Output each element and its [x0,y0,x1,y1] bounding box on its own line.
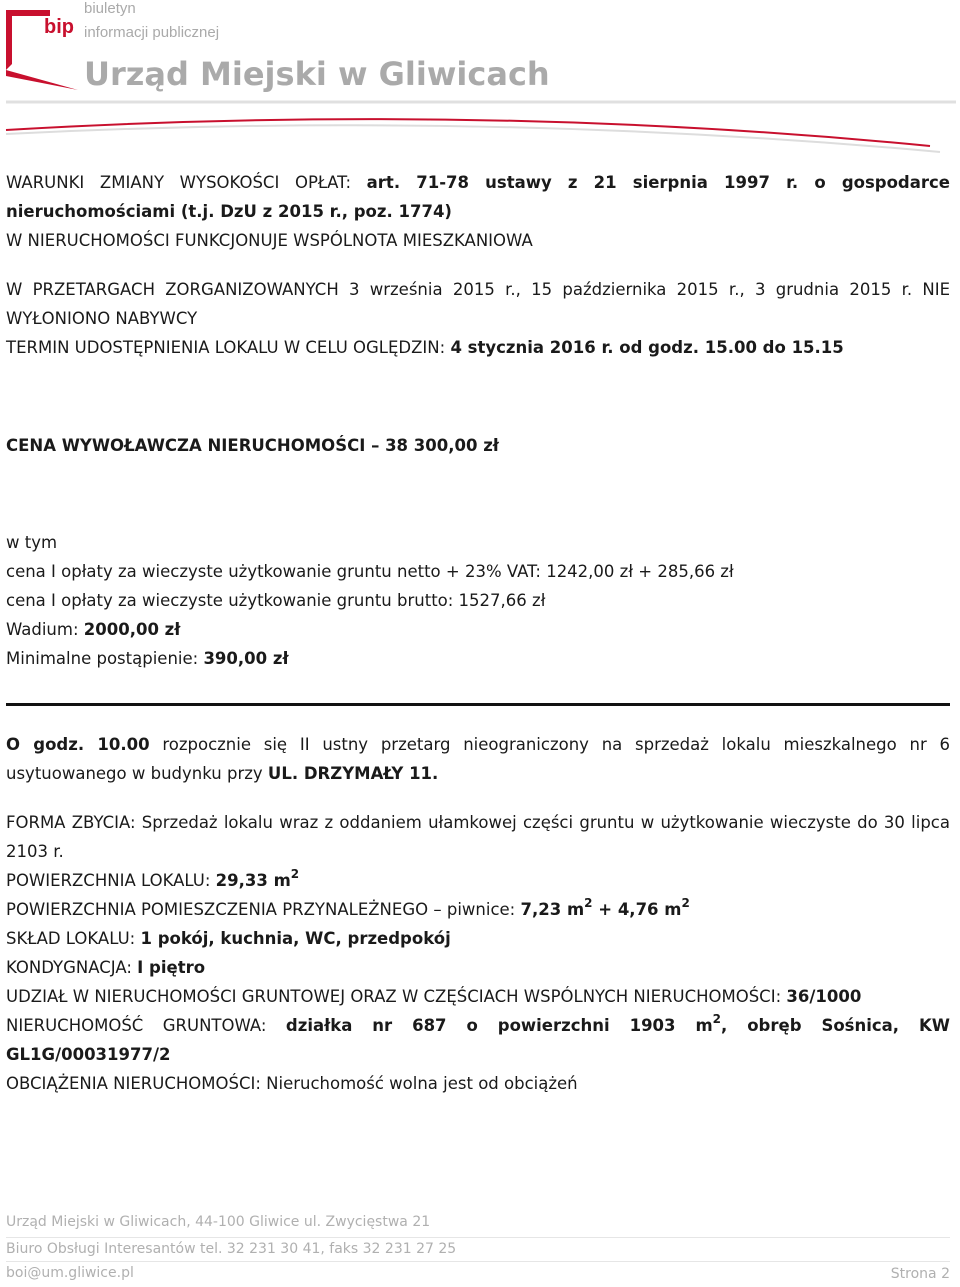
przetarg-info [6,730,950,788]
grunt-value-b: , obręb Sośnica, KW GL1G/00031977/2 [6,1016,950,1064]
kondygnacja [6,953,950,982]
bip-label-line2: informacji publicznej [84,24,220,41]
superscript-2: 2 [290,867,300,881]
forma-zbycia: FORMA ZBYCIA: Sprzedaż lokalu wraz z oddaniem ułamkowej części gruntu w użytkowanie wieczyste do 30 lipca 2103 r. [6,813,950,861]
przetargi-text: W PRZETARGACH ZORGANIZOWANYCH 3 września 2015 r., 15 października 2015 r., 3 grudnia 2015 r. NIE WYŁONIONO NABYWCY [6,280,950,328]
termin-label: TERMIN UDOSTĘPNIENIA LOKALU W CELU OGLĘDZIN: [6,338,446,357]
page-number: Strona 2 [890,1266,950,1282]
footer-address: Urząd Miejski w Gliwicach, 44-100 Gliwice ul. Zwycięstwa 21 [6,1214,431,1230]
cena-netto: cena I opłaty za wieczyste użytkowanie gruntu netto + 23% VAT: 1242,00 zł + 285,66 zł [6,562,734,581]
warunki-zmiany-oplat [6,168,950,226]
kondygnacja-value: I piętro [137,958,206,977]
obciazenia: OBCIĄŻENIA NIERUCHOMOŚCI: Nieruchomość wolna jest od obciążeń [6,1074,578,1093]
kondygnacja-label: KONDYGNACJA: [6,958,132,977]
sklad-lokalu [6,924,950,953]
section-divider [6,703,950,706]
grunt-value-a: działka nr 687 o powierzchni 1903 m [285,1016,713,1035]
nieruchomosc-gruntowa [6,1011,950,1069]
footer-bok: Biuro Obsługi Interesantów tel. 32 231 30 41, faks 32 231 27 25 [6,1241,457,1257]
godzina-rozpoczecia: O godz. 10.00 [6,735,150,754]
udzial-value: 36/1000 [786,987,862,1006]
bip-label-line1: biuletyn [84,0,136,17]
powierzchnia-pomieszczenia [6,895,950,924]
wspolnota-text: W NIERUCHOMOŚCI FUNKCJONUJE WSPÓLNOTA MIESZKANIOWA [6,231,533,250]
warunki-label: WARUNKI ZMIANY WYSOKOŚCI OPŁAT: [6,173,351,192]
powierzchnia-lokalu [6,866,950,895]
wadium-label: Wadium: [6,620,79,639]
header-swoosh [0,96,960,156]
termin-ogledzin [6,333,950,362]
minimalne-postapienie [6,644,950,673]
pow-lokalu-label: POWIERZCHNIA LOKALU: [6,871,211,890]
sklad-label: SKŁAD LOKALU: [6,929,136,948]
wadium [6,615,950,644]
grunt-label: NIERUCHOMOŚĆ GRUNTOWA: [6,1016,267,1035]
udzial [6,982,950,1011]
superscript-2: 2 [712,1012,722,1026]
adres-budynku: UL. DRZYMAŁY 11. [267,764,439,783]
cena-brutto: cena I opłaty za wieczyste użytkowanie gruntu brutto: 1527,66 zł [6,591,546,610]
warunki-value: art. 71-78 ustawy z 21 sierpnia 1997 r. o gospodarce nieruchomościami (t.j. DzU z 2015 r., poz. 1774) [6,173,950,221]
footer-email[interactable]: boi@um.gliwice.pl [6,1265,134,1281]
document-content [6,168,950,1098]
pow-pom-number-b: 4,76 m [617,900,682,919]
superscript-2: 2 [681,896,690,910]
pow-pom-plus: + [592,900,618,919]
svg-text:bip: bip [44,16,74,38]
pow-pom-number-a: 7,23 m [520,900,585,919]
wadium-value: 2000,00 zł [83,620,181,639]
cena-wywolawcza: CENA WYWOŁAWCZA NIERUCHOMOŚCI – 38 300,00 zł [6,436,499,455]
footer-divider [6,1261,950,1262]
footer-divider [6,1237,950,1238]
bip-logo [0,0,82,95]
w-tym-label: w tym [6,533,58,552]
pow-lokalu-number: 29,33 m [215,871,291,890]
sklad-value: 1 pokój, kuchnia, WC, przedpokój [140,929,451,948]
page-header [0,0,960,160]
udzial-label: UDZIAŁ W NIERUCHOMOŚCI GRUNTOWEJ ORAZ W CZĘŚCIACH WSPÓLNYCH NIERUCHOMOŚCI: [6,987,782,1006]
postapienie-label: Minimalne postąpienie: [6,649,199,668]
termin-value: 4 stycznia 2016 r. od godz. 15.00 do 15.15 [450,338,844,357]
pow-pom-value [520,896,690,919]
site-title[interactable]: Urząd Miejski w Gliwicach [84,55,550,93]
pow-lokalu-value [215,867,300,890]
przetarg-text: rozpocznie się II ustny przetarg nieograniczony na sprzedaż lokalu mieszkalnego nr 6 usytuowanego w budynku przy [6,735,950,783]
postapienie-value: 390,00 zł [203,649,289,668]
superscript-2: 2 [584,896,593,910]
pow-pom-label: POWIERZCHNIA POMIESZCZENIA PRZYNALEŻNEGO – piwnice: [6,900,516,919]
